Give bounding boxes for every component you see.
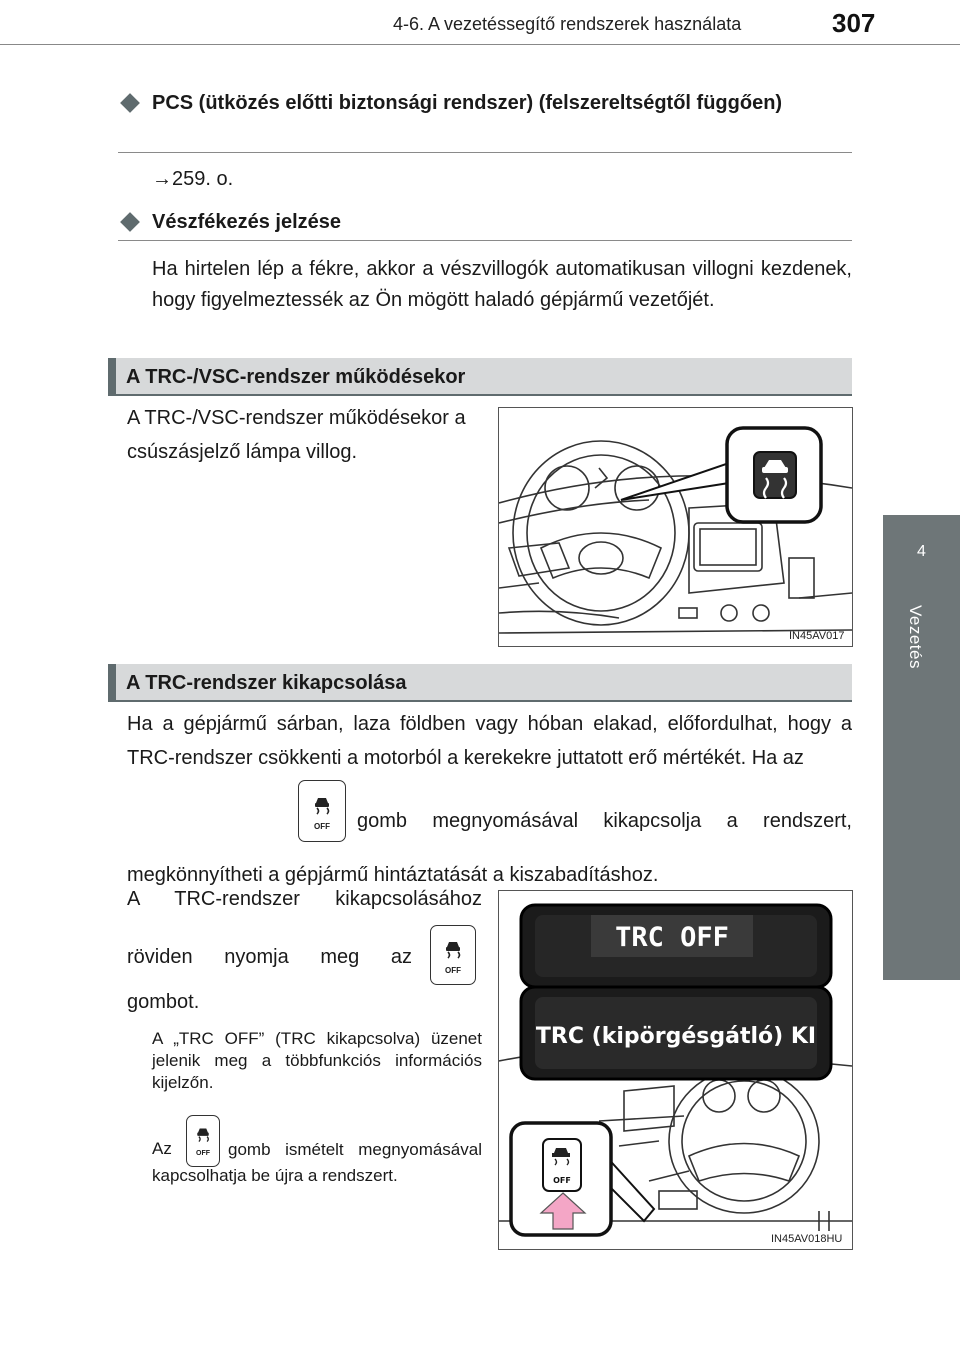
car-skid-icon: [442, 939, 464, 961]
trc-off-paragraph-part2: gomb megnyomásával kikapcsolja a rendszert, megkönnyítheti a gépjármű hintáztatását a kiszabadításhoz.: [127, 810, 852, 886]
trc-off-button-icon: [430, 925, 476, 985]
header-divider: [0, 44, 960, 45]
dashboard-display-illustration: [499, 891, 852, 1249]
figure-code: IN45AV018HU: [771, 1233, 843, 1245]
slip-indicator-icon: [754, 452, 796, 498]
diamond-bullet-icon: [120, 212, 140, 232]
trc-kiporgesgatlo-display-text: TRC (kipörgésgátló) KI: [535, 1024, 817, 1049]
chapter-tab: [883, 515, 960, 980]
emergency-brake-rule: [118, 240, 852, 241]
pcs-heading: PCS (ütközés előtti biztonsági rendszer) (felszereltségtől függően): [152, 92, 783, 114]
figure-trc-off-display: [498, 890, 853, 1250]
trc-off-note2-part2: gomb ismételt megnyomásával kapcsolhatja be újra a rendszert.: [152, 1140, 482, 1185]
off-label: OFF: [314, 822, 330, 831]
trc-off-instruction-line3: gombot.: [127, 991, 200, 1013]
chapter-label: Vezetés: [906, 605, 925, 669]
trc-vsc-text: A TRC-/VSC-rendszer működésekor a csúszásjelző lámpa villog.: [127, 407, 466, 463]
trc-off-note: A „TRC OFF” (TRC kikapcsolva) üzenet jelenik meg a többfunkciós információs kijelzőn.: [152, 1029, 482, 1092]
emergency-brake-text: Ha hirtelen lép a fékre, akkor a vészvillogók automatikusan villogni kezdenek, hogy figyelmeztessék az Ön mögött haladó gépjármű vezetőjét.: [152, 258, 852, 311]
header-section-title: 4-6. A vezetéssegítő rendszerek használata: [393, 14, 742, 34]
off-label: OFF: [196, 1150, 210, 1157]
figure-slip-indicator: [498, 407, 853, 647]
diamond-bullet-icon: [120, 93, 140, 113]
chapter-number: 4: [917, 543, 926, 560]
closeup-off-label: OFF: [553, 1176, 571, 1185]
figure-code: IN45AV017: [789, 630, 845, 642]
section-trc-off-title: A TRC-rendszer kikapcsolása: [108, 664, 852, 702]
emergency-brake-heading: Vészfékezés jelzése: [152, 211, 342, 233]
section-trc-vsc-title: A TRC-/VSC-rendszer működésekor: [108, 358, 852, 396]
dashboard-illustration: [499, 408, 852, 646]
trc-off-instruction-line2: röviden nyomja meg az: [127, 946, 412, 968]
pcs-rule: [118, 152, 852, 153]
off-label: OFF: [445, 966, 461, 975]
trc-off-note2-part1: Az: [152, 1139, 172, 1158]
trc-off-instruction-line1: A TRC-rendszer kikapcsolásához: [127, 888, 482, 910]
page-number: 307: [832, 8, 876, 38]
pcs-reference: →259. o.: [152, 168, 234, 190]
trc-off-paragraph-part1: Ha a gépjármű sárban, laza földben vagy hóban elakad, előfordulhat, hogy a TRC-rendszer csökkenti a motorból a kerekekre juttatott erő mértékét. Ha az: [127, 713, 852, 769]
trc-off-display-text: TRC OFF: [615, 922, 729, 953]
